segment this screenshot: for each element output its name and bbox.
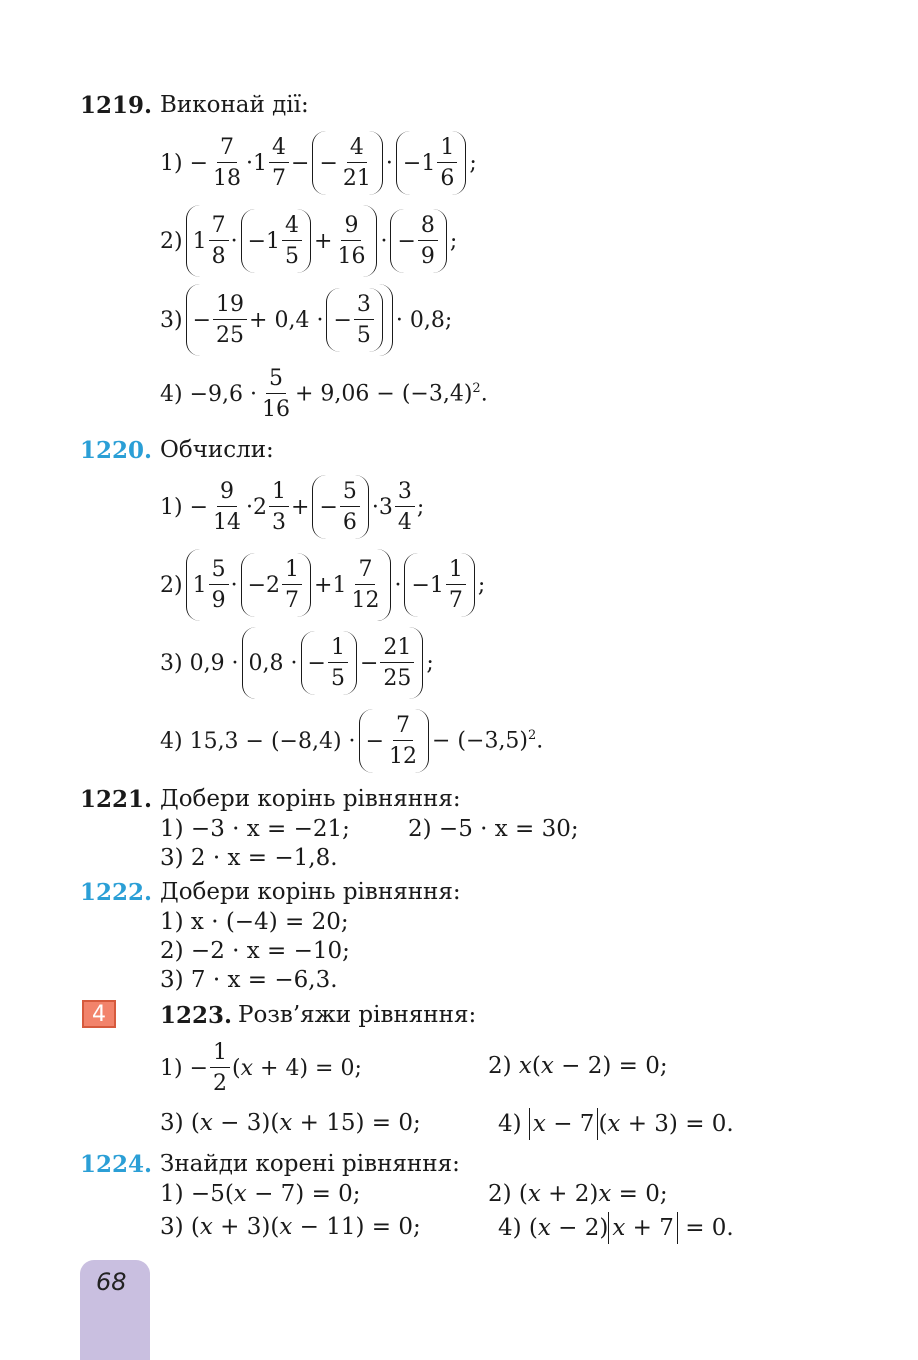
problem-number-1223: 1223. xyxy=(160,1002,233,1029)
problem-title-1219: Виконай дії: xyxy=(160,92,309,118)
equation-1221-1: 1) −3 · x = −21; xyxy=(160,816,350,842)
expression-1220-4: 4) 15,3 − (−8,4) · − $\frac{7}{12}$ − $(-3,5)^2$. xyxy=(160,708,543,774)
equation-1221-2: 2) −5 · x = 30; xyxy=(408,816,579,842)
problem-number-1224: 1224. xyxy=(80,1151,153,1178)
problem-title-1221: Добери корінь рівняння: xyxy=(160,786,461,812)
equation-1221-3: 3) 2 · x = −1,8. xyxy=(160,845,338,871)
equation-1222-2: 2) −2 · x = −10; xyxy=(160,938,350,964)
equation-1224-3: 3) (x + 3)(x − 11) = 0; xyxy=(160,1214,421,1240)
problem-number-1219: 1219. xyxy=(80,92,153,119)
problem-title-1224: Знайди корені рівняння: xyxy=(160,1151,460,1177)
problem-number-1220: 1220. xyxy=(80,437,153,464)
expression-1219-3: 3) − $\frac{19}{25}$ + 0,4 · − $\frac{3}{5}$ · 0,8; xyxy=(160,287,452,353)
equation-1224-2: 2) (x + 2)x = 0; xyxy=(488,1181,668,1207)
equation-1222-1: 1) x · (−4) = 20; xyxy=(160,909,349,935)
expression-1219-4: 4) −9,6 · $\frac{5}{16}$ + $9,06 - (-3,4)^2$. xyxy=(160,365,488,422)
page-number: 68 xyxy=(96,1268,127,1296)
equation-1224-4: 4) (x − 2) x + 7 = 0. xyxy=(498,1212,734,1244)
equation-1223-4: 4) x − 7 (x + 3) = 0. xyxy=(498,1108,734,1140)
expression-1219-2: 2) 1 $\frac{7}{8}$ · −1 $\frac{4}{5}$ + $\frac{9}{16}$ · − $\frac{8}{9}$ ; xyxy=(160,208,457,274)
expression-1220-2: 2) 1 $\frac{5}{9}$ · −2 $\frac{1}{7}$ +1 $\frac{7}{12}$ · −1 $\frac{1}{7}$ ; xyxy=(160,552,485,618)
equation-1223-3: 3) (x − 3)(x + 15) = 0; xyxy=(160,1110,421,1136)
level-badge: 4 xyxy=(82,1000,116,1028)
equation-1223-2: 2) x(x − 2) = 0; xyxy=(488,1053,668,1079)
equation-1223-1: 1) − $\frac{1}{2}$ (x + 4) = 0; xyxy=(160,1039,362,1096)
expression-1219-1: 1) − $\frac{7}{18}$ ·1 $\frac{4}{7}$ − − $\frac{4}{21}$ · −1 $\frac{1}{6}$ ; xyxy=(160,130,477,196)
expression-1220-3: 3) 0,9 · 0,8 · − $\frac{1}{5}$ − $\frac{21}{25}$ ; xyxy=(160,630,434,696)
problem-number-1221: 1221. xyxy=(80,786,153,813)
equation-1222-3: 3) 7 · x = −6,3. xyxy=(160,967,338,993)
equation-1224-1: 1) −5(x − 7) = 0; xyxy=(160,1181,361,1207)
problem-title-1222: Добери корінь рівняння: xyxy=(160,879,461,905)
problem-title-1223: Розв’яжи рівняння: xyxy=(238,1002,477,1028)
problem-number-1222: 1222. xyxy=(80,879,153,906)
expression-1220-1: 1) − $\frac{9}{14}$ ·2 $\frac{1}{3}$ + − $\frac{5}{6}$ ·3 $\frac{3}{4}$ ; xyxy=(160,474,424,540)
problem-title-1220: Обчисли: xyxy=(160,437,274,463)
